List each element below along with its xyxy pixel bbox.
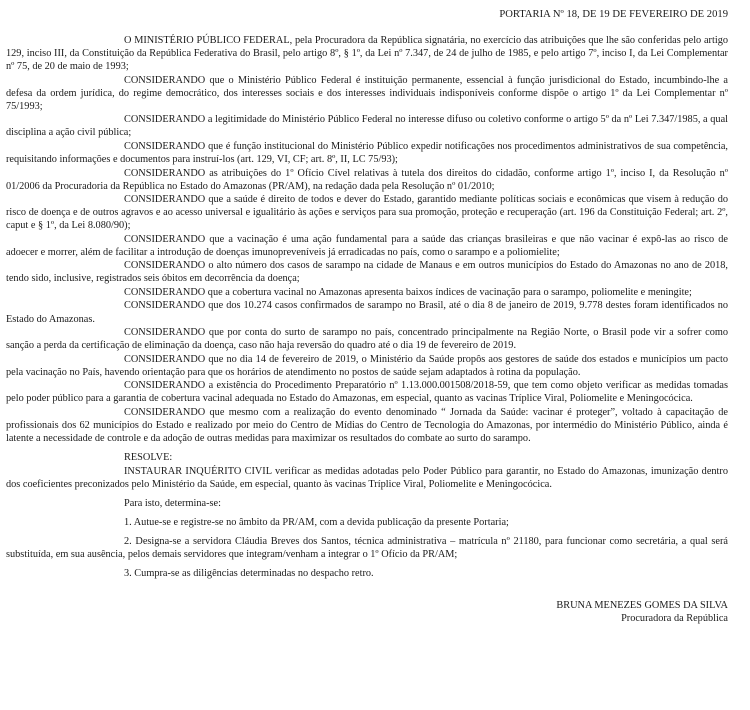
considerando-paragraph: CONSIDERANDO que é função institucional do Ministério Público expedir notificações nos procedimentos administrativos de sua competência, requisitando informações e documentos para instruí-los (art. 129, VI, CF; art. 8º, II, LC 75/93); <box>6 140 728 165</box>
considerando-paragraph: CONSIDERANDO o alto número dos casos de sarampo na cidade de Manaus e em outros municípios do Estado do Amazonas no ano de 2018, tendo sido, inclusive, registrados seis óbitos em decorrência da doença; <box>6 260 728 285</box>
considerando-paragraph: CONSIDERANDO que no dia 14 de fevereiro de 2019, o Ministério da Saúde propôs aos gestores de saúde dos estados e municípios um pacto pela vacinação no País, havendo orientação para que os horários de atendimento no postos de saúde sejam adaptados à rotina da população. <box>6 353 728 378</box>
signer-role: Procuradora da República <box>621 612 728 624</box>
considerando-paragraph: CONSIDERANDO a legitimidade do Ministério Público Federal no interesse difuso ou coletivo conforme o artigo 5º da nº Lei 7.347/1985, a qual disciplina a ação civil pública; <box>6 114 728 139</box>
document-title: PORTARIA Nº 18, DE 19 DE FEVEREIRO DE 2019 <box>499 9 728 20</box>
signature-block <box>6 599 728 625</box>
resolve-text: INSTAURAR INQUÉRITO CIVIL verificar as medidas adotadas pelo Poder Público para garantir, no Estado do Amazonas, imunização dentro dos coeficientes preconizados pelo Ministério da Saúde, em especial, quanto às vacinas Tríplice Viral, Poliomelite e Meningocócica. <box>6 465 728 490</box>
considerando-paragraph: CONSIDERANDO que o Ministério Público Federal é instituição permanente, essencial à função jurisdicional do Estado, incumbindo-lhe a defesa da ordem jurídica, do regime democrático, dos interesses sociais e dos interesses individuais indisponíveis conforme dispõe o artigo 1º da Lei Complementar nº 75/1993; <box>6 74 728 112</box>
determination-item: 2. Designa-se a servidora Cláudia Breves dos Santos, técnica administrativa – matrícula nº 21180, para funcionar como secretária, a qual será substituída, em sua ausência, pelos demais servidores que integram/venham a integrar o 1º Ofício da PR/AM; <box>6 535 728 560</box>
determination-item: 1. Autue-se e registre-se no âmbito da PR/AM, com a devida publicação da presente Portaria; <box>124 516 509 528</box>
considerando-paragraph: CONSIDERANDO as atribuições do 1º Ofício Cível relativas à tutela dos direitos do cidadão, conforme artigo 1º, inciso I, da Resolução nº 01/2006 da Procuradoria da República no Estado do Amazonas (PR/AM), na redação dada pela Resolução nº 01/2010; <box>6 167 728 192</box>
signer-name: BRUNA MENEZES GOMES DA SILVA <box>556 599 728 611</box>
resolve-label: RESOLVE: <box>124 452 173 463</box>
considerando-paragraph: CONSIDERANDO que mesmo com a realização do evento denominado “ Jornada da Saúde: vacinar é proteger”, voltado à capacitação de profissionais dos 62 municípios do Estado e realizado por meio do Centro de Mídias do Centro de Tecnologia do Amazonas, por intermédio do Ministério Público, ainda é latente a necessidade de controle e da adoção de outras medidas para maximizar os resultados do combate ao surto do sarampo. <box>6 406 728 444</box>
determination-item: 3. Cumpra-se as diligências determinadas no despacho retro. <box>124 567 374 579</box>
considerando-paragraph: CONSIDERANDO que por conta do surto de sarampo no país, concentrado principalmente na Região Norte, o Brasil pode vir a sofrer como sanção a perda da certificação de eliminação da doença, caso não haja reversão do quadro até o dia 19 de fevereiro de 2019. <box>6 327 728 352</box>
considerando-paragraph: CONSIDERANDO que a cobertura vacinal no Amazonas apresenta baixos índices de vacinação para o sarampo, poliomelite e meningite; <box>124 286 692 298</box>
preamble: O MINISTÉRIO PÚBLICO FEDERAL, pela Procuradora da República signatária, no exercício das atribuições que lhe são conferidas pelo artigo 129, inciso III, da Constituição da República Federativa do Brasil, pelo artigo 8º, § 1º, da Lei nº 7.347, de 24 de julho de 1985, e pelo artigo 7º, inciso I, da Lei Complementar nº 75, de 20 de maio de 1993; <box>6 35 728 73</box>
considerando-paragraph: CONSIDERANDO que dos 10.274 casos confirmados de sarampo no Brasil, até o dia 8 de janeiro de 2019, 9.778 destes foram identificados no Estado do Amazonas. <box>6 300 728 325</box>
considerando-paragraph: CONSIDERANDO a existência do Procedimento Preparatório nº 1.13.000.001508/2018-59, que tem como objeto verificar as medidas tomadas pelo poder público para a garantia de cobertura vacinal adequada no Estado do Amazonas, em especial, quanto as vacinas Tríplice Viral, Poliomelite e Meningocócica. <box>6 380 728 405</box>
considerando-paragraph: CONSIDERANDO que a saúde é direito de todos e dever do Estado, garantido mediante políticas sociais e econômicas que visem à redução do risco de doença e de outros agravos e ao acesso universal e igualitário às ações e serviços para sua promoção, proteção e recuperação (art. 196 da Constituição Federal; art. 2º, caput e § 1º, da Lei 8.080/90); <box>6 194 728 232</box>
determina-label: Para isto, determina-se: <box>124 497 221 509</box>
considerando-paragraph: CONSIDERANDO que a vacinação é uma ação fundamental para a saúde das crianças brasileiras e que não vacinar é expô-las ao risco de adoecer e morrer, além de facilitar a introdução de doenças imunopreveníveis já erradicadas no país, como o sarampo e a poliomielite; <box>6 233 728 258</box>
